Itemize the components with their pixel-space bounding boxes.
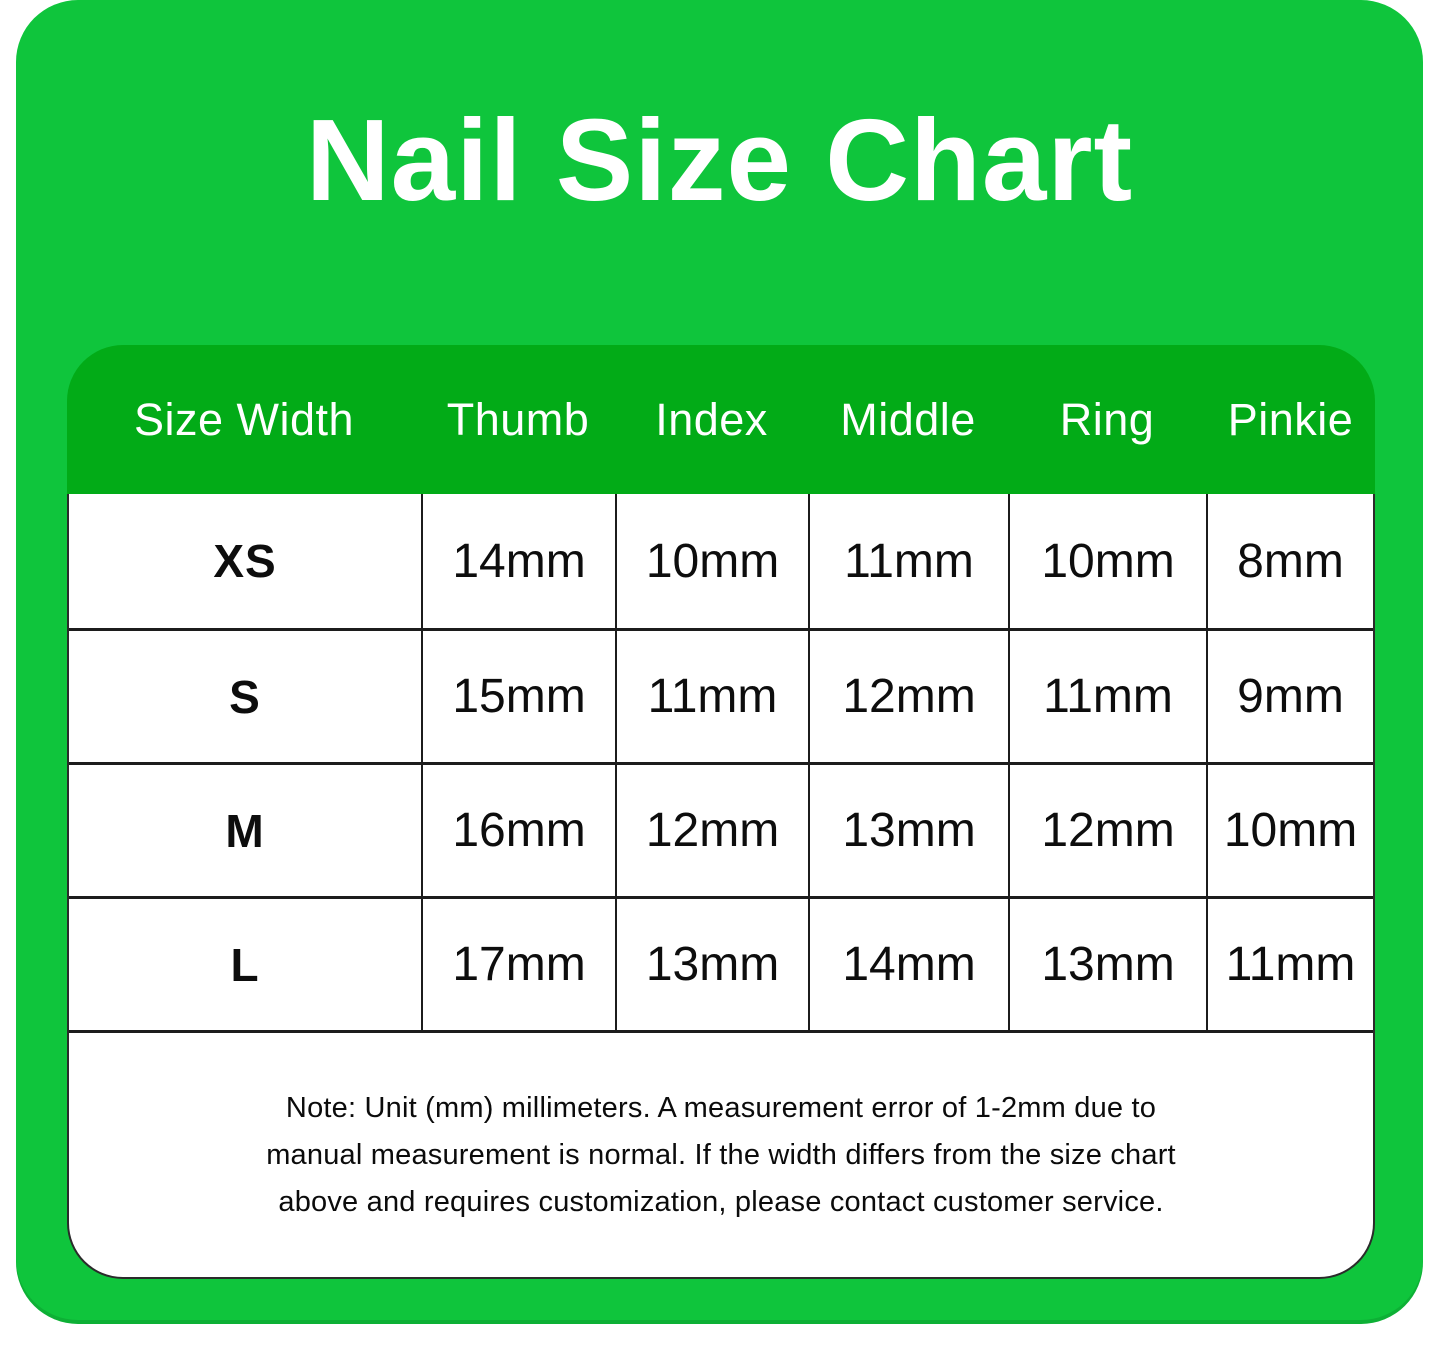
size-label-cell: M <box>225 804 265 857</box>
size-label-cell: L <box>230 938 260 991</box>
table-body <box>67 494 1375 1279</box>
header-cell-index: Index <box>655 393 768 445</box>
table-row <box>69 762 1373 896</box>
width-value-cell: 10mm <box>615 494 808 628</box>
width-value-cell: 17mm <box>421 899 615 1030</box>
note-line: manual measurement is normal. If the width differs from the size chart <box>266 1138 1176 1171</box>
width-value-cell: 15mm <box>421 631 615 762</box>
width-value-cell: 11mm <box>1206 899 1373 1030</box>
table-row <box>69 628 1373 762</box>
width-value-cell: 11mm <box>615 631 808 762</box>
size-label-cell: S <box>229 670 261 723</box>
width-value-cell: 13mm <box>1008 899 1206 1030</box>
header-cell-size-width: Size Width <box>133 393 355 445</box>
width-value-cell: 16mm <box>421 765 615 896</box>
width-value-cell: 12mm <box>615 765 808 896</box>
header-cell-ring: Ring <box>1059 393 1155 445</box>
size-chart-poster <box>16 0 1423 1324</box>
width-value-cell: 12mm <box>808 631 1008 762</box>
width-value-cell: 13mm <box>615 899 808 1030</box>
width-value-cell: 11mm <box>1008 631 1206 762</box>
width-value-cell: 10mm <box>1206 765 1373 896</box>
note-line: above and requires customization, please contact customer service. <box>278 1185 1164 1218</box>
width-value-cell: 14mm <box>808 899 1008 1030</box>
width-value-cell: 9mm <box>1206 631 1373 762</box>
header-cell-middle: Middle <box>840 393 976 445</box>
width-value-cell: 8mm <box>1206 494 1373 628</box>
header-cell-thumb: Thumb <box>446 393 590 445</box>
width-value-cell: 10mm <box>1008 494 1206 628</box>
width-value-cell: 13mm <box>808 765 1008 896</box>
table-header-row <box>67 345 1375 494</box>
size-label-cell: XS <box>213 535 277 587</box>
width-value-cell: 14mm <box>421 494 615 628</box>
width-value-cell: 11mm <box>808 494 1008 628</box>
note-text <box>69 1030 1373 1277</box>
table-row <box>69 494 1373 628</box>
size-chart-card <box>67 345 1375 1279</box>
note-line: Note: Unit (mm) millimeters. A measurement error of 1-2mm due to <box>285 1091 1157 1124</box>
header-cell-pinkie: Pinkie <box>1227 393 1354 445</box>
page-title: Nail Size Chart <box>305 95 1134 225</box>
table-row <box>69 896 1373 1030</box>
table-rows <box>69 494 1373 1030</box>
width-value-cell: 12mm <box>1008 765 1206 896</box>
